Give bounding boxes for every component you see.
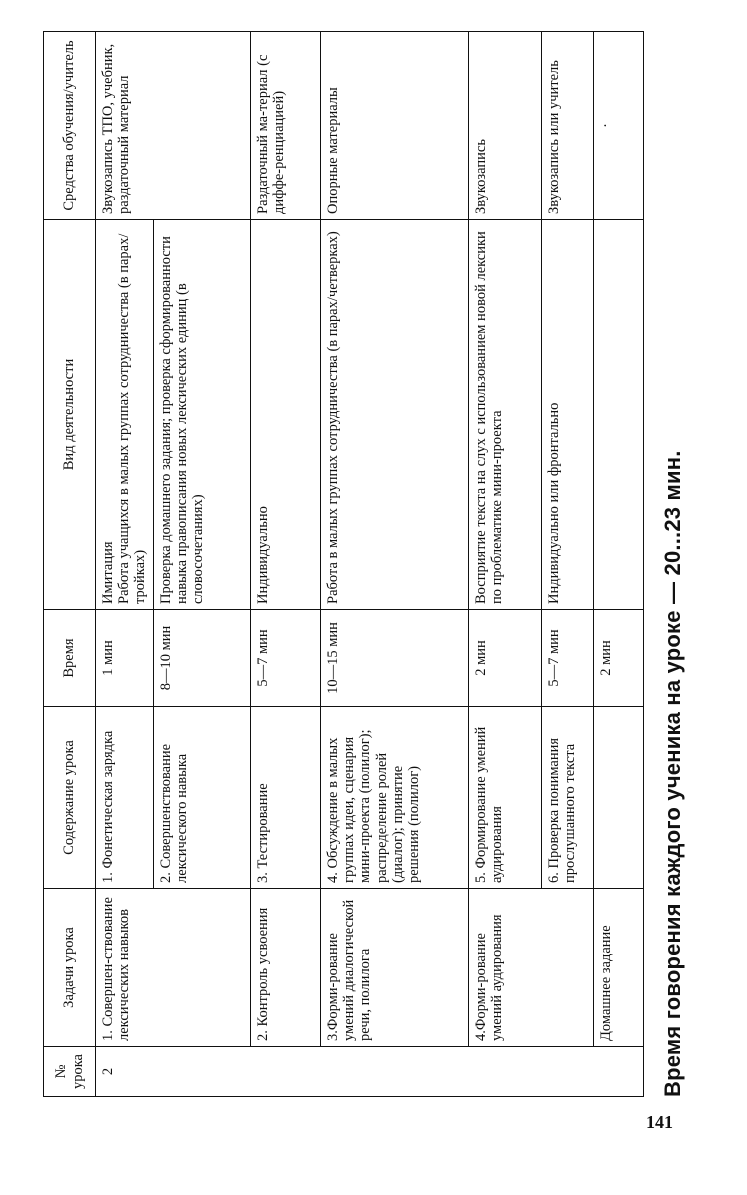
time-cell: 2 мин xyxy=(594,610,644,707)
header-tasks: Задачи урока xyxy=(44,889,96,1047)
header-activity: Вид деятельности xyxy=(44,220,96,610)
means-cell: · xyxy=(594,32,644,220)
activity-cell: Восприятие текста на слух с использованием новой лексики по проблематике мини-проекта xyxy=(469,220,542,610)
table-row xyxy=(96,32,154,1097)
activity-cell: Индивидуально xyxy=(251,220,321,610)
content-cell: 3. Тестирование xyxy=(251,707,321,889)
header-means: Средства обучения/учитель xyxy=(44,32,96,220)
table-row xyxy=(321,32,469,1097)
table-row xyxy=(469,32,542,1097)
lesson-number: 2 xyxy=(96,1047,644,1097)
content-cell: 4. Обсуждение в малых группах идеи, сценария мини-проекта (полилог); распределение ролей (диалог); принятие решения (полилог) xyxy=(321,707,469,889)
means-cell: Звукозапись или учитель xyxy=(542,32,594,220)
activity-cell: Работа в малых группах сотрудничества (в парах/четверках) xyxy=(321,220,469,610)
content-cell: 5. Формирование умений аудирования xyxy=(469,707,542,889)
activity-cell xyxy=(594,220,644,610)
activity-cell: Индивидуально или фронтально xyxy=(542,220,594,610)
task-cell: 2. Контроль усвоения xyxy=(251,889,321,1047)
time-cell: 5—7 мин xyxy=(251,610,321,707)
task-cell: Домашнее задание xyxy=(594,889,644,1047)
header-time: Время xyxy=(44,610,96,707)
caption-text: Время говорения каждого ученика на уроке — 20...23 мин. xyxy=(660,450,685,1097)
time-cell: 2 мин xyxy=(469,610,542,707)
page-number: 141 xyxy=(646,1112,673,1132)
activity-cell: Имитация Работа учащихся в малых группах сотрудничества (в парах/тройках) xyxy=(96,220,154,610)
time-cell: 1 мин xyxy=(96,610,154,707)
header-number: № урока xyxy=(44,1047,96,1097)
task-cell: 4.Форми-рование умений аудирования xyxy=(469,889,594,1047)
content-cell: 6. Проверка понимания прослушанного текста xyxy=(542,707,594,889)
content-cell: 2. Совершенствование лексического навыка xyxy=(154,707,251,889)
activity-cell: Проверка домашнего задания; проверка сформированности навыка правописания новых лексических единиц (в словосочетаниях) xyxy=(154,220,251,610)
table-header-row xyxy=(44,32,96,1097)
content-cell xyxy=(594,707,644,889)
task-cell: 3.Форми-рование умений диалогической речи, полилога xyxy=(321,889,469,1047)
means-cell: Опорные материалы xyxy=(321,32,469,220)
time-cell: 5—7 мин xyxy=(542,610,594,707)
time-cell: 10—15 мин xyxy=(321,610,469,707)
lesson-plan-table xyxy=(43,31,644,1097)
task-cell: 1. Совершен-ствование лексических навыков xyxy=(96,889,251,1047)
rotated-table-wrapper xyxy=(43,32,643,1097)
time-cell: 8—10 мин xyxy=(154,610,251,707)
table-row xyxy=(594,32,644,1097)
means-cell: Звукозапись ТПО, учебник, раздаточный материал xyxy=(96,32,251,220)
means-cell: Звукозапись xyxy=(469,32,542,220)
header-content: Содержание урока xyxy=(44,707,96,889)
means-cell: Раздаточный ма-териал (с диффе-ренциацией) xyxy=(251,32,321,220)
table-row xyxy=(251,32,321,1097)
content-cell: 1. Фонетическая зарядка xyxy=(96,707,154,889)
